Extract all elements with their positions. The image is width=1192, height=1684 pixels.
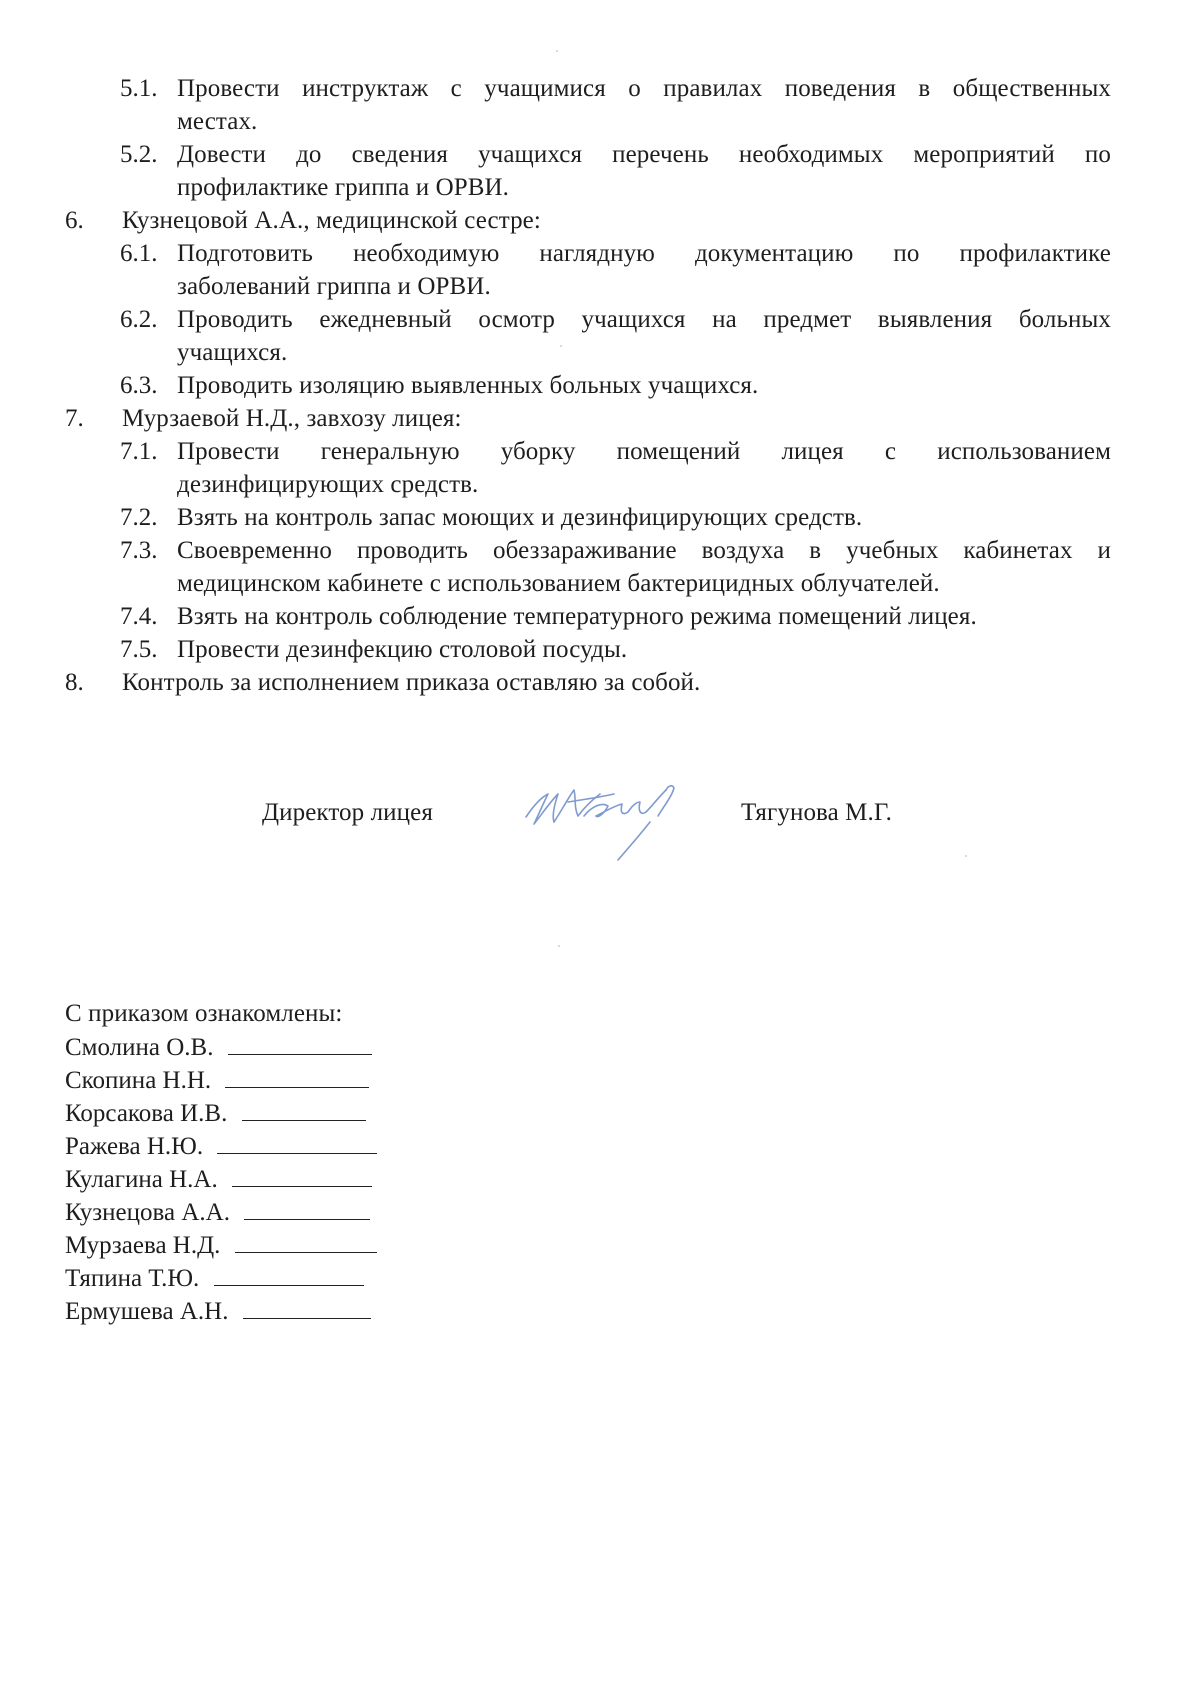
item-text-line: Контроль за исполнением приказа оставляю за собой.	[122, 669, 701, 696]
item-text-line: Довести до сведения учащихся перечень необходимых мероприятий по	[177, 141, 1111, 168]
item-number: 6.3.	[120, 372, 158, 399]
scan-speck	[556, 50, 558, 52]
item-text-line: Провести генеральную уборку помещений лицея с использованием	[177, 438, 1111, 465]
person-name: Кузнецова А.А.	[65, 1199, 230, 1226]
item-number: 6.	[65, 207, 84, 234]
signature-blank	[214, 1263, 364, 1286]
director-position: Директор лицея	[262, 799, 433, 826]
person-name: Мурзаева Н.Д.	[65, 1232, 221, 1259]
item-text-line: Взять на контроль соблюдение температурного режима помещений лицея.	[177, 603, 977, 630]
item-number: 7.3.	[120, 537, 158, 564]
item-text-line: Своевременно проводить обеззараживание воздуха в учебных кабинетах и	[177, 537, 1111, 564]
item-number: 8.	[65, 669, 84, 696]
acknowledgement-row	[65, 1098, 366, 1129]
acknowledgement-row	[65, 1164, 372, 1195]
acknowledgement-row	[65, 1065, 369, 1096]
signature-blank	[225, 1065, 369, 1088]
signature-blank	[217, 1131, 377, 1154]
person-name: Ражева Н.Ю.	[65, 1133, 204, 1160]
signature-blank	[243, 1296, 371, 1319]
item-text-line: местах.	[177, 108, 258, 135]
item-number: 7.1.	[120, 438, 158, 465]
acknowledgement-row	[65, 1230, 377, 1261]
person-name: Скопина Н.Н.	[65, 1067, 212, 1094]
person-name: Кулагина Н.А.	[65, 1166, 218, 1193]
item-text-line: Мурзаевой Н.Д., завхозу лицея:	[122, 405, 462, 432]
item-text-line: профилактике гриппа и ОРВИ.	[177, 174, 510, 201]
item-number: 7.	[65, 405, 84, 432]
item-number: 6.2.	[120, 306, 158, 333]
item-number: 5.1.	[120, 75, 158, 102]
item-text-line: Подготовить необходимую наглядную документацию по профилактике	[177, 240, 1111, 267]
person-name: Корсакова И.В.	[65, 1100, 228, 1127]
item-text-line: Кузнецовой А.А., медицинской сестре:	[122, 207, 541, 234]
handwritten-signature	[518, 772, 704, 862]
scan-speck	[558, 945, 560, 947]
acknowledgement-row	[65, 1197, 370, 1228]
signature-blank	[235, 1230, 377, 1253]
signature-blank	[232, 1164, 372, 1187]
item-number: 7.4.	[120, 603, 158, 630]
item-number: 6.1.	[120, 240, 158, 267]
acknowledgement-row	[65, 1032, 372, 1063]
signature-blank	[228, 1032, 372, 1055]
item-text-line: Взять на контроль запас моющих и дезинфицирующих средств.	[177, 504, 863, 531]
item-text-line: Провести инструктаж с учащимися о правилах поведения в общественных	[177, 75, 1111, 102]
acknowledgement-row	[65, 1296, 371, 1327]
person-name: Смолина О.В.	[65, 1034, 214, 1061]
item-number: 7.2.	[120, 504, 158, 531]
item-text-line: Проводить ежедневный осмотр учащихся на предмет выявления больных	[177, 306, 1111, 333]
person-name: Тяпина Т.Ю.	[65, 1265, 200, 1292]
acknowledgement-heading: С приказом ознакомлены:	[65, 1000, 343, 1027]
acknowledgement-row	[65, 1263, 364, 1294]
item-text-line: дезинфицирующих средств.	[177, 471, 479, 498]
item-text-line: Провести дезинфекцию столовой посуды.	[177, 636, 628, 663]
item-text-line: Проводить изоляцию выявленных больных учащихся.	[177, 372, 759, 399]
acknowledgement-row	[65, 1131, 377, 1162]
item-text-line: учащихся.	[177, 339, 288, 366]
director-name: Тягунова М.Г.	[741, 799, 892, 826]
item-text-line: медицинском кабинете с использованием бактерицидных облучателей.	[177, 570, 940, 597]
person-name: Ермушева А.Н.	[65, 1298, 229, 1325]
item-number: 7.5.	[120, 636, 158, 663]
scan-speck	[965, 855, 967, 857]
scan-speck	[560, 345, 562, 347]
item-text-line: заболеваний гриппа и ОРВИ.	[177, 273, 491, 300]
signature-blank	[244, 1197, 370, 1220]
item-number: 5.2.	[120, 141, 158, 168]
signature-blank	[242, 1098, 366, 1121]
